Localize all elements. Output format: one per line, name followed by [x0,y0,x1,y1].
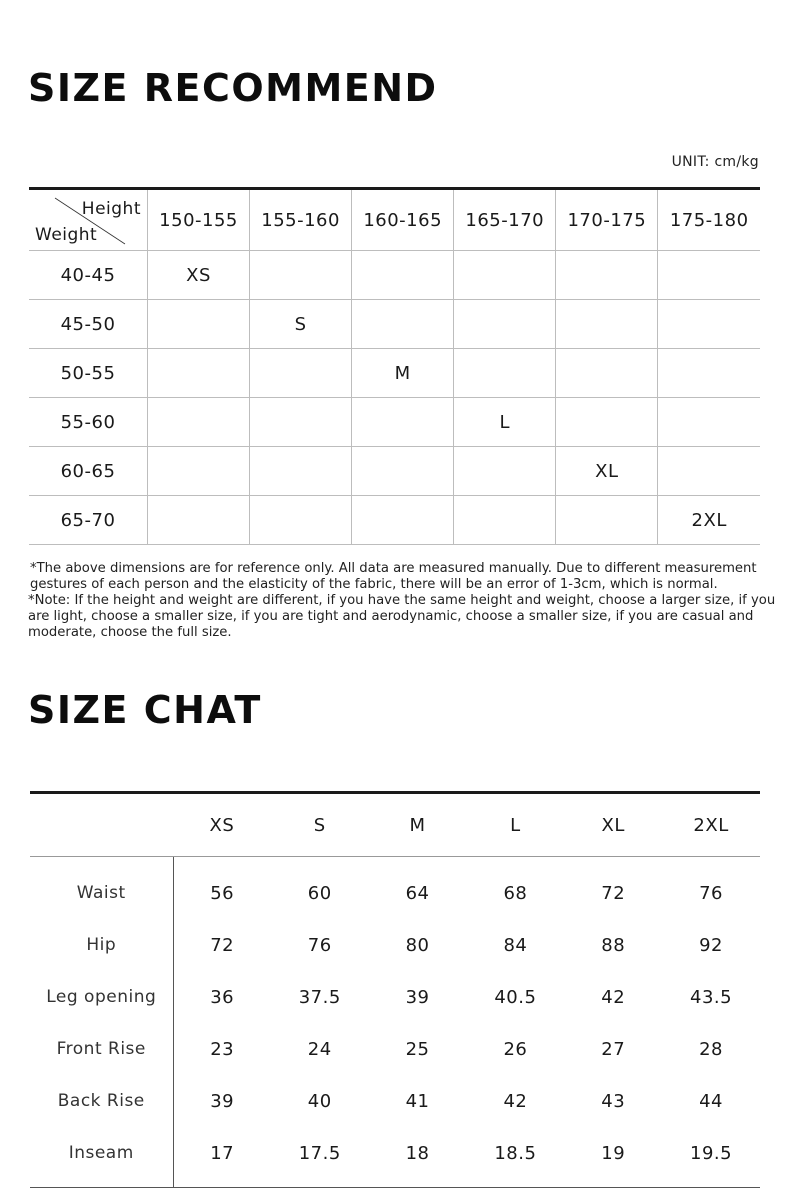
size-cell [148,349,250,398]
measurement-value: 88 [601,934,626,956]
size-cell [352,300,454,349]
measurement-value: 68 [503,882,528,904]
size-cell [250,398,352,447]
size-cell [454,251,556,300]
weight-cell: 45-50 [29,300,148,349]
size-header-row [30,793,760,857]
measurement-value: 40.5 [494,986,537,1008]
table-row [30,1023,760,1075]
size-header: XS [173,793,271,857]
measurement-label: Leg opening [30,971,173,1023]
measurement-label: Inseam [30,1127,173,1188]
measurement-value: 84 [503,934,528,956]
measurement-value: 42 [601,986,626,1008]
measurement-label: Hip [30,919,173,971]
size-cell [352,496,454,545]
height-header: 160-165 [352,189,454,251]
measurement-value: 40 [307,1090,332,1112]
size-cell [250,251,352,300]
weight-axis-label: Weight [35,225,98,245]
weight-cell: 60-65 [29,447,148,496]
size-header: S [271,793,369,857]
size-cell: M [352,349,454,398]
measurement-label: Back Rise [30,1075,173,1127]
size-cell: XL [556,447,658,496]
size-header: 2XL [662,793,760,857]
measurement-label: Waist [30,857,173,920]
size-header: M [369,793,467,857]
size-cell [454,349,556,398]
size-cell: L [454,398,556,447]
weight-cell: 55-60 [29,398,148,447]
measurement-disclaimer: *The above dimensions are for reference only. All data are measured manually. Due to different measurement gestures of each person and the elasticity of the fabric, there will be an error of 1-3cm, which is normal. [30,561,757,592]
size-cell [352,251,454,300]
size-cell: 2XL [658,496,760,545]
measurement-value: 72 [210,934,235,956]
weight-cell: 65-70 [29,496,148,545]
table-row [30,1075,760,1127]
measurement-value: 26 [503,1038,528,1060]
height-header-row [29,189,760,251]
size-cell: XS [148,251,250,300]
measurement-value: 27 [601,1038,626,1060]
table-row [29,300,760,349]
size-header: XL [564,793,662,857]
size-recommend-title: SIZE RECOMMEND [28,66,438,110]
size-chart-title: SIZE CHAT [28,688,262,732]
unit-label: UNIT: cm/kg [671,154,759,170]
measurement-value: 19 [601,1142,626,1164]
size-notes [28,561,780,641]
measurement-value: 60 [307,882,332,904]
measurement-value: 18.5 [494,1142,537,1164]
measurement-value: 72 [601,882,626,904]
selection-note: *Note: If the height and weight are different, if you have the same height and weight, choose a larger size, if you are light, choose a smaller size, if you are tight and aerodynamic, choose a smaller size, if you are casual and moderate, choose the full size. [28,593,776,640]
measurement-label: Front Rise [30,1023,173,1075]
measurement-value: 92 [699,934,724,956]
size-cell [352,447,454,496]
measurement-value: 24 [307,1038,332,1060]
measurement-value: 42 [503,1090,528,1112]
measurement-value: 18 [405,1142,430,1164]
size-cell [556,398,658,447]
table-row [30,857,760,920]
measurement-value: 64 [405,882,430,904]
measurement-value: 17 [210,1142,235,1164]
table-row [29,398,760,447]
measurement-value: 23 [210,1038,235,1060]
measurement-value: 39 [405,986,430,1008]
corner-cell [29,189,148,251]
height-header: 150-155 [148,189,250,251]
table-row [29,496,760,545]
measurement-value: 39 [210,1090,235,1112]
height-header: 165-170 [454,189,556,251]
size-cell [250,496,352,545]
size-cell [658,447,760,496]
table-row [29,447,760,496]
measurement-value: 76 [699,882,724,904]
size-recommend-table [29,187,760,545]
table-row [30,1127,760,1188]
measurement-value: 36 [210,986,235,1008]
size-cell [658,349,760,398]
size-cell: S [250,300,352,349]
size-cell [148,398,250,447]
weight-cell: 40-45 [29,251,148,300]
height-header: 175-180 [658,189,760,251]
size-cell [454,447,556,496]
size-cell [556,349,658,398]
size-cell [148,496,250,545]
size-cell [658,398,760,447]
measurement-value: 37.5 [298,986,341,1008]
size-header: L [466,793,564,857]
measurement-value: 17.5 [298,1142,341,1164]
size-cell [556,300,658,349]
weight-cell: 50-55 [29,349,148,398]
measurement-value: 25 [405,1038,430,1060]
size-cell [352,398,454,447]
size-cell [556,251,658,300]
measurement-value: 80 [405,934,430,956]
size-cell [148,447,250,496]
height-axis-label: Height [81,199,141,219]
size-cell [148,300,250,349]
measurement-value: 28 [699,1038,724,1060]
size-cell [250,349,352,398]
measurement-value: 56 [210,882,235,904]
measurement-value: 41 [405,1090,430,1112]
measurement-value: 43 [601,1090,626,1112]
size-cell [250,447,352,496]
height-header: 170-175 [556,189,658,251]
size-chart-table [30,791,760,1188]
empty-corner-cell [30,793,173,857]
table-row [30,919,760,971]
table-row [30,971,760,1023]
measurement-value: 19.5 [690,1142,733,1164]
size-cell [454,496,556,545]
size-cell [556,496,658,545]
table-row [29,251,760,300]
table-row [29,349,760,398]
size-cell [454,300,556,349]
measurement-value: 76 [307,934,332,956]
size-cell [658,251,760,300]
size-cell [658,300,760,349]
measurement-value: 43.5 [690,986,733,1008]
measurement-value: 44 [699,1090,724,1112]
height-header: 155-160 [250,189,352,251]
